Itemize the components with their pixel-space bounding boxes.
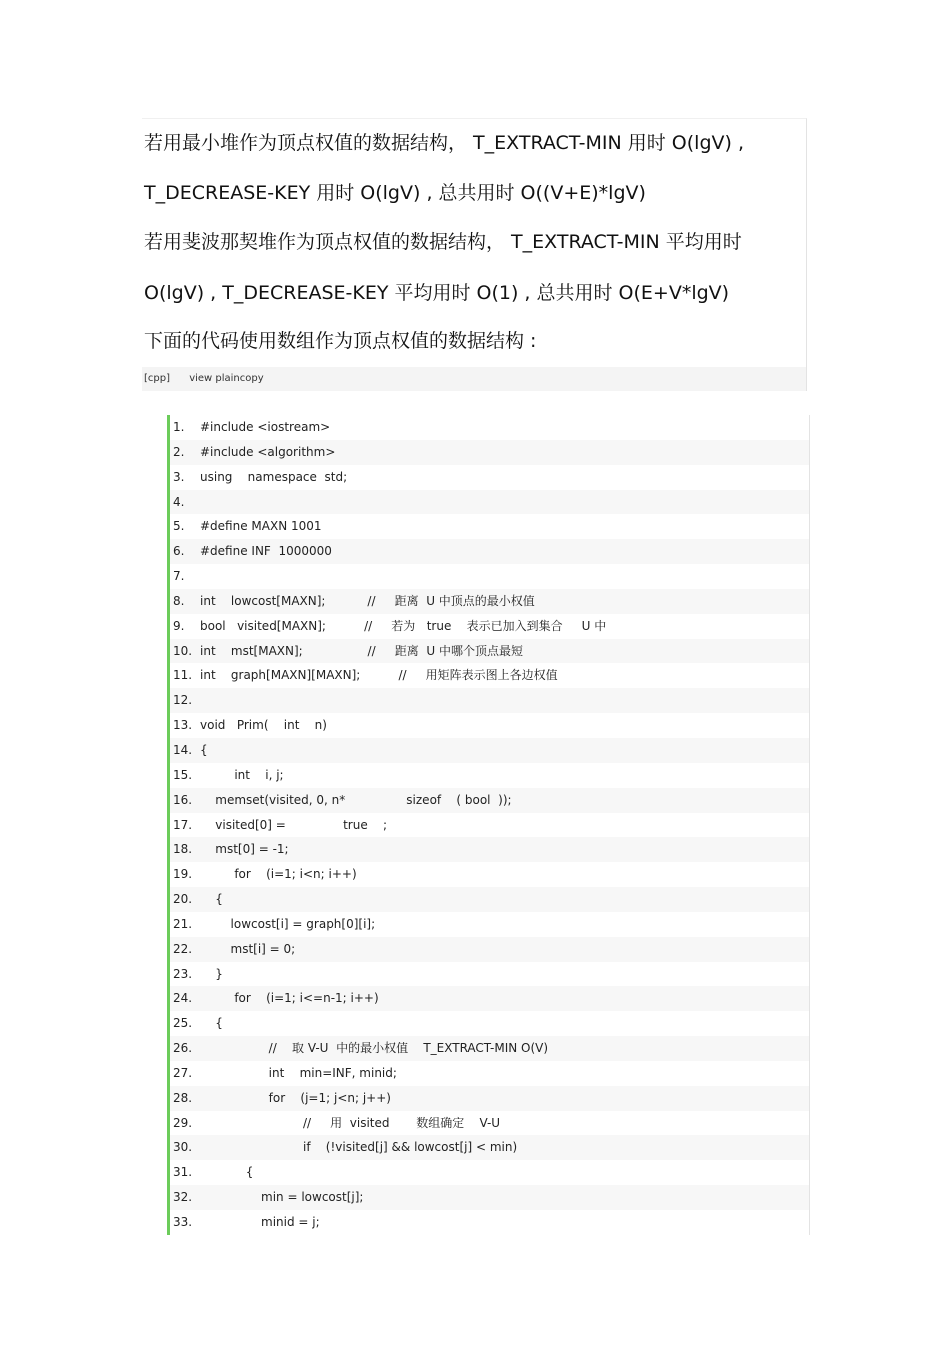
code-text: for (i=1; i<n; i++) bbox=[200, 867, 357, 882]
code-line bbox=[170, 1086, 809, 1111]
line-number: 5. bbox=[173, 519, 185, 534]
line-number: 31. bbox=[173, 1165, 193, 1180]
line-number: 19. bbox=[173, 867, 193, 882]
view-plaincopy-link[interactable]: view plaincopy bbox=[189, 373, 264, 384]
code-line bbox=[170, 490, 809, 515]
line-number: 33. bbox=[173, 1215, 193, 1229]
code-text: int lowcost[MAXN]; // 距离 U 中顶点的最小权值 bbox=[200, 593, 535, 608]
line-number: 21. bbox=[173, 916, 193, 931]
code-text: lowcost[i] = graph[0][i]; bbox=[200, 916, 376, 931]
line-number: 7. bbox=[173, 569, 185, 584]
code-line bbox=[170, 514, 809, 539]
code-text: minid = j; bbox=[200, 1215, 320, 1229]
line-number: 18. bbox=[173, 842, 193, 857]
line-number: 11. bbox=[173, 668, 193, 683]
code-text: int i, j; bbox=[200, 767, 284, 782]
line-number: 3. bbox=[173, 469, 185, 484]
paragraph-array-intro: 下面的代码使用数组作为顶点权值的数据结构 : bbox=[144, 330, 537, 352]
paragraph-min-heap: 若用最小堆作为顶点权值的数据结构， T_EXTRACT-MIN 用时 O(lgV) , bbox=[144, 132, 745, 154]
line-number: 20. bbox=[173, 892, 193, 907]
code-line bbox=[170, 539, 809, 564]
code-block bbox=[167, 415, 810, 1235]
code-text: min = lowcost[j]; bbox=[200, 1190, 364, 1205]
code-line bbox=[170, 440, 809, 465]
code-text: if (!visited[j] && lowcost[j] < min) bbox=[200, 1140, 518, 1155]
code-line bbox=[170, 589, 809, 614]
code-line bbox=[170, 564, 809, 589]
line-number: 23. bbox=[173, 966, 193, 981]
line-number: 9. bbox=[173, 618, 185, 633]
code-line bbox=[170, 1061, 809, 1086]
article-text bbox=[142, 118, 807, 391]
line-number: 6. bbox=[173, 544, 185, 559]
code-text: int mst[MAXN]; // 距离 U 中哪个顶点最短 bbox=[200, 643, 523, 658]
code-line bbox=[170, 937, 809, 962]
code-line bbox=[170, 639, 809, 664]
line-number: 14. bbox=[173, 742, 193, 757]
code-text: // 用 visited 数组确定 V-U bbox=[200, 1115, 501, 1130]
code-line bbox=[170, 688, 809, 713]
code-line bbox=[170, 887, 809, 912]
code-line bbox=[170, 1036, 809, 1061]
paragraph-fib-heap: 若用斐波那契堆作为顶点权值的数据结构， T_EXTRACT-MIN 平均用时 bbox=[144, 231, 742, 253]
line-number: 30. bbox=[173, 1140, 193, 1155]
code-text: bool visited[MAXN]; // 若为 true 表示已加入到集合 U 中 bbox=[200, 618, 607, 633]
code-language-label: [cpp] bbox=[144, 373, 170, 384]
code-line bbox=[170, 1210, 809, 1235]
code-line bbox=[170, 813, 809, 838]
code-line bbox=[170, 713, 809, 738]
code-line bbox=[170, 763, 809, 788]
line-number: 32. bbox=[173, 1190, 193, 1205]
code-line bbox=[170, 788, 809, 813]
code-text: for (i=1; i<=n-1; i++) bbox=[200, 991, 379, 1006]
line-number: 1. bbox=[173, 420, 185, 434]
line-number: 25. bbox=[173, 1016, 193, 1031]
line-number: 26. bbox=[173, 1041, 193, 1056]
line-number: 28. bbox=[173, 1090, 193, 1105]
code-line bbox=[170, 1160, 809, 1185]
code-line bbox=[170, 465, 809, 490]
line-number: 27. bbox=[173, 1065, 193, 1080]
code-line bbox=[170, 962, 809, 987]
line-number: 29. bbox=[173, 1115, 193, 1130]
code-line bbox=[170, 738, 809, 763]
code-text: mst[i] = 0; bbox=[200, 941, 296, 956]
line-number: 4. bbox=[173, 494, 185, 509]
code-text: void Prim( int n) bbox=[200, 718, 327, 733]
code-line bbox=[170, 415, 809, 440]
code-line bbox=[170, 663, 809, 688]
code-line bbox=[170, 1185, 809, 1210]
line-number: 17. bbox=[173, 817, 193, 832]
code-text: { bbox=[200, 892, 223, 907]
code-text: #define MAXN 1001 bbox=[200, 519, 322, 534]
code-text: mst[0] = -1; bbox=[200, 842, 289, 857]
line-number: 13. bbox=[173, 718, 193, 733]
code-text: int graph[MAXN][MAXN]; // 用矩阵表示图上各边权值 bbox=[200, 668, 558, 683]
code-toolbar bbox=[142, 367, 806, 391]
code-text: } bbox=[200, 966, 223, 981]
code-line bbox=[170, 862, 809, 887]
line-number: 15. bbox=[173, 767, 193, 782]
line-number: 22. bbox=[173, 941, 193, 956]
code-text: #include <iostream> bbox=[200, 420, 331, 434]
code-line bbox=[170, 1111, 809, 1136]
code-line bbox=[170, 1135, 809, 1160]
line-number: 16. bbox=[173, 792, 193, 807]
line-number: 8. bbox=[173, 593, 185, 608]
code-text: int min=INF, minid; bbox=[200, 1065, 397, 1080]
code-text: // 取 V-U 中的最小权值 T_EXTRACT-MIN O(V) bbox=[200, 1041, 549, 1056]
code-line bbox=[170, 1011, 809, 1036]
line-number: 24. bbox=[173, 991, 193, 1006]
paragraph-min-heap-cont: T_DECREASE-KEY 用时 O(lgV) , 总共用时 O((V+E)*lgV) bbox=[144, 182, 646, 204]
line-number: 10. bbox=[173, 643, 193, 658]
code-text: #include <algorithm> bbox=[200, 444, 336, 459]
line-number: 12. bbox=[173, 693, 193, 708]
line-number: 2. bbox=[173, 444, 185, 459]
code-text: using namespace std; bbox=[200, 469, 348, 484]
code-line bbox=[170, 986, 809, 1011]
code-text: memset(visited, 0, n* sizeof ( bool )); bbox=[200, 792, 512, 807]
code-text: { bbox=[200, 742, 208, 757]
code-line bbox=[170, 614, 809, 639]
code-text: { bbox=[200, 1165, 254, 1180]
code-line bbox=[170, 912, 809, 937]
paragraph-fib-heap-cont: O(lgV) , T_DECREASE-KEY 平均用时 O(1) , 总共用时 O(E+V*lgV) bbox=[144, 282, 730, 304]
code-line bbox=[170, 837, 809, 862]
code-text: { bbox=[200, 1016, 223, 1031]
code-text: for (j=1; j<n; j++) bbox=[200, 1090, 391, 1105]
code-text: #define INF 1000000 bbox=[200, 544, 332, 559]
code-text: visited[0] = true ; bbox=[200, 817, 387, 832]
